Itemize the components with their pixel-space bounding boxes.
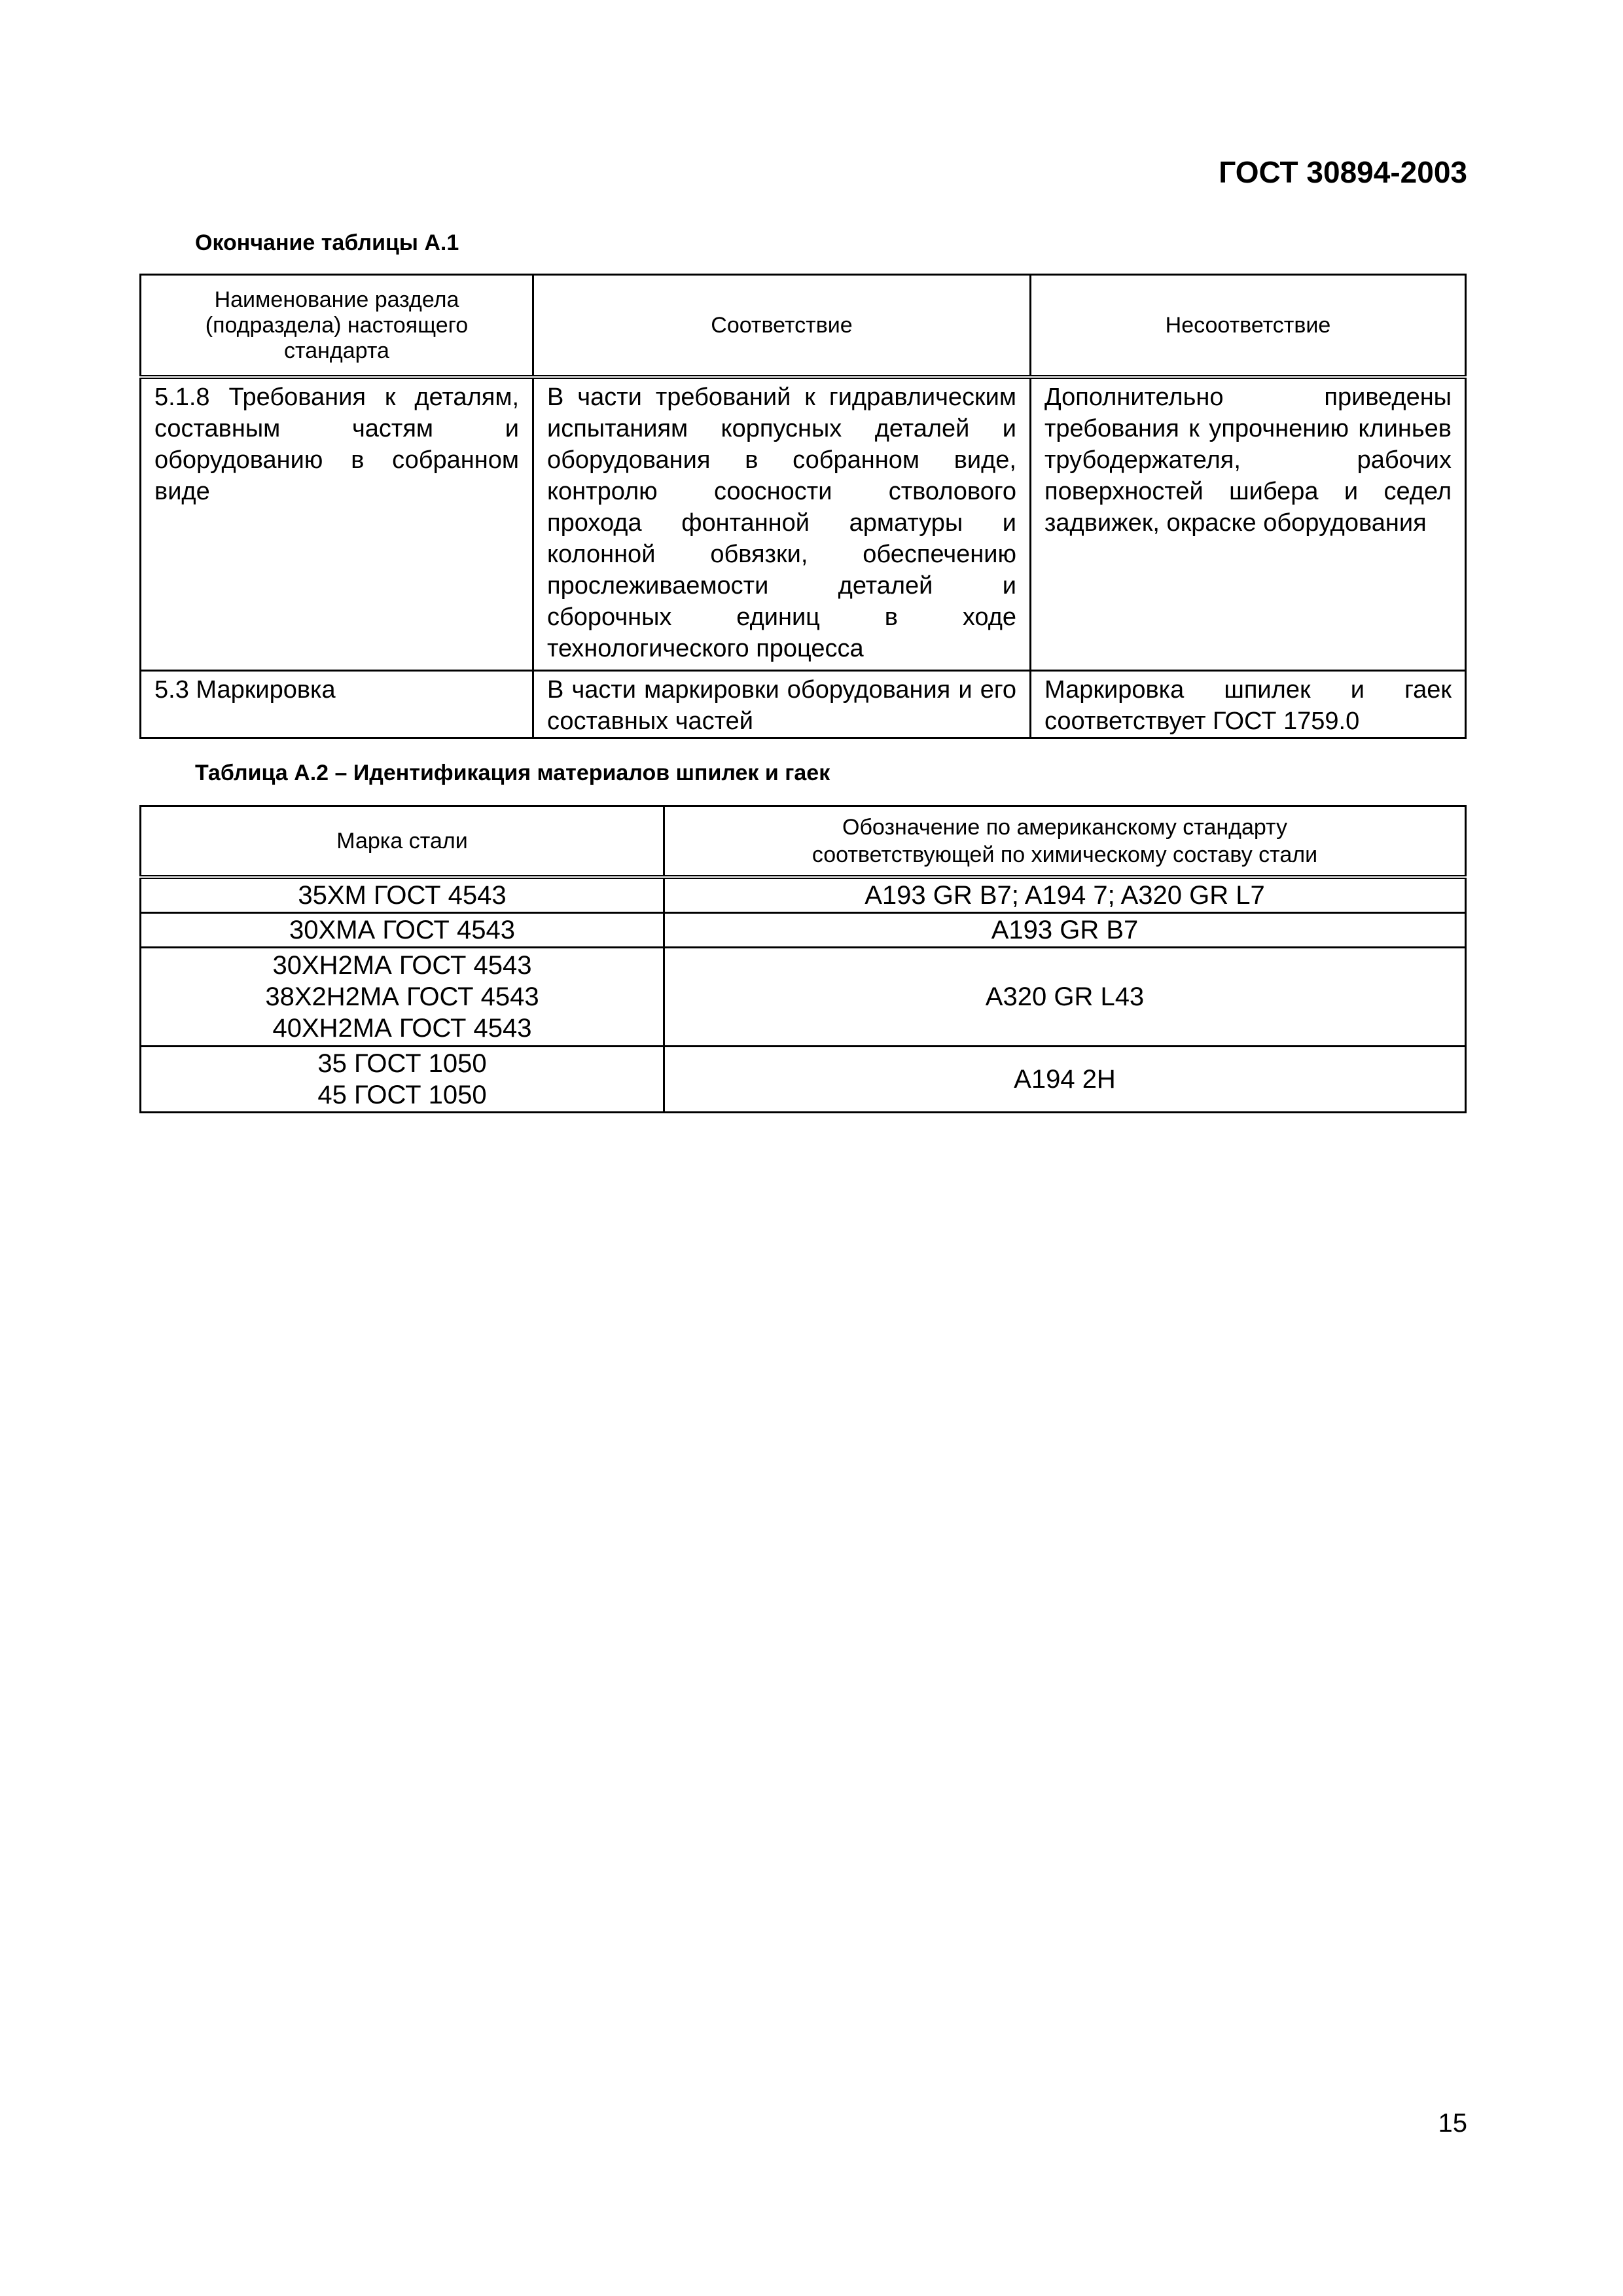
table-a1-header-row <box>141 275 1466 378</box>
cell-steel-grade <box>141 877 664 913</box>
table-a1-caption: Окончание таблицы А.1 <box>195 230 459 255</box>
cell-conformity: В части маркировки оборудования и его составных частей <box>533 671 1031 738</box>
table-a1 <box>139 274 1467 739</box>
cell-us-designation: A320 GR L43 <box>664 948 1466 1047</box>
table-a2-caption: Таблица А.2 – Идентификация материалов шпилек и гаек <box>195 761 830 785</box>
page-number: 15 <box>1438 2109 1467 2138</box>
table-row <box>141 671 1466 738</box>
table-row <box>141 377 1466 671</box>
table-row <box>141 1047 1466 1113</box>
document-code: ГОСТ 30894-2003 <box>1219 155 1467 189</box>
cell-section: 5.3 Маркировка <box>141 671 533 738</box>
cell-us-designation: A193 GR B7; A194 7; A320 GR L7 <box>664 877 1466 913</box>
column-header-section: Наименование раздела (подраздела) настоящего стандарта <box>141 275 533 378</box>
column-header-steel-grade: Марка стали <box>141 806 664 878</box>
cell-us-designation: A194 2H <box>664 1047 1466 1113</box>
table-a2 <box>139 805 1467 1113</box>
steel-grade-line: 35 ГОСТ 1050 <box>317 1049 487 1078</box>
cell-steel-grade <box>141 948 664 1047</box>
steel-grade-line: 35ХМ ГОСТ 4543 <box>298 881 507 910</box>
cell-section: 5.1.8 Требования к деталям, составным частям и оборудованию в собранном виде <box>141 377 533 671</box>
steel-grade-line: 45 ГОСТ 1050 <box>317 1081 487 1109</box>
table-row <box>141 913 1466 948</box>
cell-nonconformity: Маркировка шпилек и гаек соответствует ГОСТ 1759.0 <box>1031 671 1466 738</box>
steel-grade-line: 38Х2Н2МА ГОСТ 4543 <box>265 982 539 1011</box>
steel-grade-line: 30ХМА ГОСТ 4543 <box>289 916 515 944</box>
column-header-nonconformity: Несоответствие <box>1031 275 1466 378</box>
table-row <box>141 948 1466 1047</box>
cell-nonconformity: Дополнительно приведены требования к упрочнению клиньев трубодержателя, рабочих поверхностей шибера и седел задвижек, окраске оборудования <box>1031 377 1466 671</box>
cell-steel-grade <box>141 913 664 948</box>
cell-conformity: В части требований к гидравлическим испытаниям корпусных деталей и оборудования в собранном виде, контролю соосности стволового прохода фонтанной арматуры и колонной обвязки, обеспечению прослеживаемости деталей и сборочных единиц в ходе технологического процесса <box>533 377 1031 671</box>
cell-steel-grade <box>141 1047 664 1113</box>
table-a2-header-row <box>141 806 1466 878</box>
column-header-conformity: Соответствие <box>533 275 1031 378</box>
steel-grade-line: 30ХН2МА ГОСТ 4543 <box>272 951 532 980</box>
cell-us-designation: A193 GR B7 <box>664 913 1466 948</box>
column-header-us-designation: Обозначение по американскому стандарту соответствующей по химическому составу стали <box>664 806 1466 878</box>
steel-grade-line: 40ХН2МА ГОСТ 4543 <box>272 1014 532 1043</box>
table-row <box>141 877 1466 913</box>
